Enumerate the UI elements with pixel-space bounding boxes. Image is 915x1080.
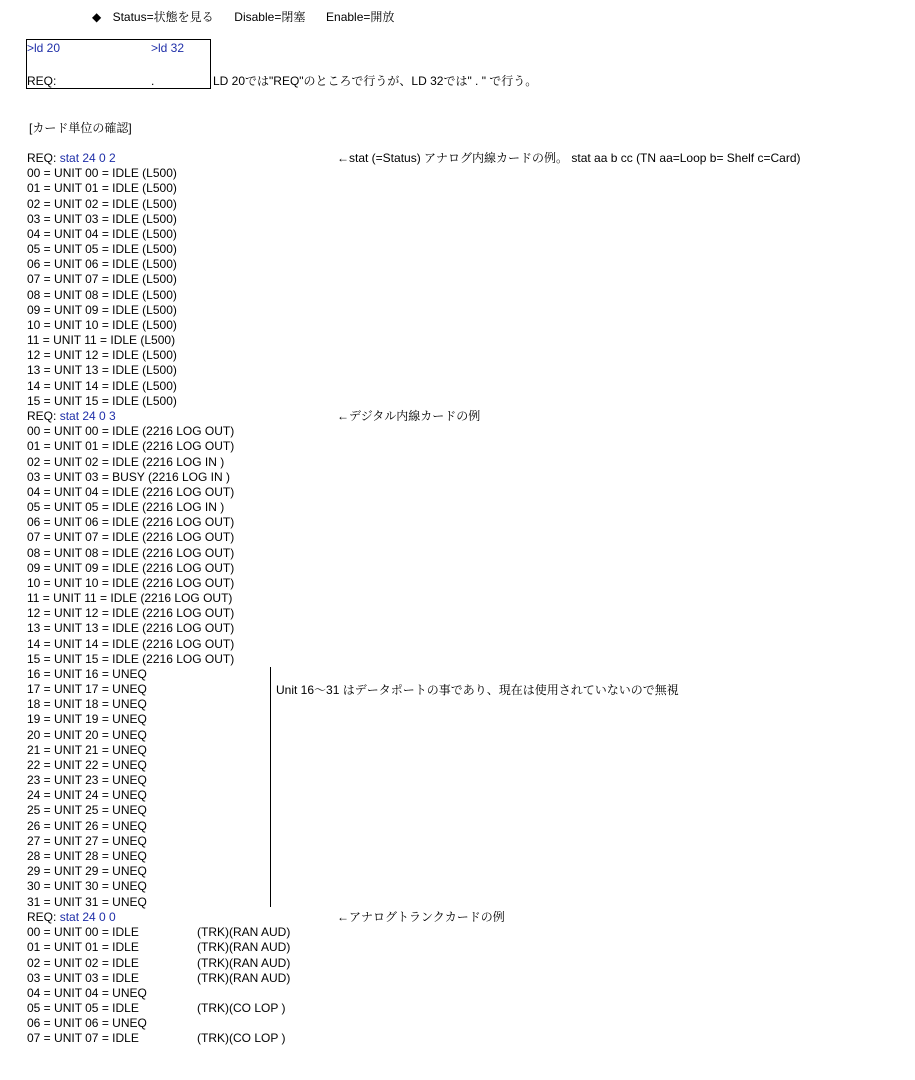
req-label: REQ: [27,409,57,423]
unit-status: 00 = UNIT 00 = IDLE [27,925,139,940]
unit-line: 29 = UNIT 29 = UNEQ [27,864,147,879]
unit-status: 03 = UNIT 03 = IDLE [27,970,139,985]
unit-line: 07 = UNIT 07 = IDLE (L500) [27,272,177,287]
unit-type: (TRK)(RAN AUD) [197,955,291,970]
unit-type: (TRK)(CO LOP ) [197,1001,286,1016]
unit-type: (TRK)(RAN AUD) [197,940,291,955]
unit-status: 06 = UNIT 06 = UNEQ [27,1016,147,1031]
unit-list [27,925,291,1046]
unit-line: 11 = UNIT 11 = IDLE (2216 LOG OUT) [27,591,233,606]
unit-line: 00 = UNIT 00 = IDLE (2216 LOG OUT) [27,424,235,439]
unit-line: 02 = UNIT 02 = IDLE (L500) [27,196,177,211]
unit-line [27,1001,286,1016]
command-text: stat 24 0 0 [59,910,116,924]
unit-type: (TRK)(CO LOP ) [197,1031,286,1046]
legend-enable: Enable=開放 [326,10,395,24]
unit-line: 17 = UNIT 17 = UNEQ [27,682,147,697]
unit-line [27,1031,286,1046]
unit-line [27,970,291,986]
unit-line: 28 = UNIT 28 = UNEQ [27,848,147,863]
unit-line: 02 = UNIT 02 = IDLE (2216 LOG IN ) [27,454,225,469]
unit-line: 31 = UNIT 31 = UNEQ [27,894,147,909]
req-line [27,910,147,925]
unit-line: 00 = UNIT 00 = IDLE (L500) [27,166,177,181]
prompt-box-note: LD 20では"REQ"のところで行うが、LD 32では" . " で行う。 [213,74,538,88]
diamond-icon: ◆ [92,10,102,24]
unit-line: 25 = UNIT 25 = UNEQ [27,803,147,818]
unit-line: 22 = UNIT 22 = UNEQ [27,757,147,772]
unit-line [27,955,291,971]
unit-line: 11 = UNIT 11 = IDLE (L500) [27,333,176,348]
unit-line: 21 = UNIT 21 = UNEQ [27,742,147,757]
unit-type: (TRK)(RAN AUD) [197,925,291,940]
command-text: stat 24 0 2 [59,151,116,165]
unit-line: 06 = UNIT 06 = IDLE (2216 LOG OUT) [27,515,235,530]
unit-status: 02 = UNIT 02 = IDLE [27,955,139,970]
unit-line: 07 = UNIT 07 = IDLE (2216 LOG OUT) [27,530,235,545]
unit-range-note: Unit 16～31 はデータポートの事であり、現在は使用されていないので無視 [276,683,679,697]
command-text: stat 24 0 3 [59,409,116,423]
ld20-prompt: >ld 20 [27,41,61,55]
unit-line: 16 = UNIT 16 = UNEQ [27,666,147,681]
unit-line: 23 = UNIT 23 = UNEQ [27,773,147,788]
unit-line: 12 = UNIT 12 = IDLE (L500) [27,348,177,363]
unit-line: 13 = UNIT 13 = IDLE (L500) [27,363,177,378]
unit-line: 09 = UNIT 09 = IDLE (L500) [27,302,177,317]
unit-line [27,925,291,940]
prompt-box [26,39,211,89]
unit-line: 24 = UNIT 24 = UNEQ [27,788,147,803]
stat-block-analog-trunk [27,910,291,1047]
block-note-digital-line: ←デジタル内線カードの例 [337,409,481,423]
unit-line: 01 = UNIT 01 = IDLE (L500) [27,181,177,196]
section-title: [カード単位の確認] [29,121,132,135]
dot-prompt: . [151,74,155,88]
unit-line: 06 = UNIT 06 = IDLE (L500) [27,257,177,272]
legend [92,10,394,25]
unit-line: 05 = UNIT 05 = IDLE (L500) [27,242,177,257]
unit-line: 04 = UNIT 04 = IDLE (L500) [27,226,177,241]
req-label: REQ: [27,151,57,165]
bracket-line [270,667,271,907]
unit-line: 19 = UNIT 19 = UNEQ [27,712,147,727]
unit-line [27,940,291,955]
legend-disable: Disable=閉塞 [234,10,306,24]
unit-line: 26 = UNIT 26 = UNEQ [27,818,147,833]
block-note-analog-trunk: ←アナログトランクカードの例 [337,910,505,924]
unit-line: 05 = UNIT 05 = IDLE (2216 LOG IN ) [27,500,225,515]
unit-line: 04 = UNIT 04 = IDLE (2216 LOG OUT) [27,484,235,499]
unit-status: 01 = UNIT 01 = IDLE [27,940,139,955]
ld32-prompt: >ld 32 [151,41,185,55]
unit-line: 03 = UNIT 03 = BUSY (2216 LOG IN ) [27,469,230,484]
req-line [27,151,177,166]
stat-block-digital-line [27,409,234,910]
req-label: REQ: [27,910,57,924]
req-prompt: REQ: [27,74,57,88]
unit-line: 01 = UNIT 01 = IDLE (2216 LOG OUT) [27,439,235,454]
unit-line: 12 = UNIT 12 = IDLE (2216 LOG OUT) [27,606,235,621]
unit-line: 08 = UNIT 08 = IDLE (L500) [27,287,177,302]
unit-line: 03 = UNIT 03 = IDLE (L500) [27,211,177,226]
unit-line: 20 = UNIT 20 = UNEQ [27,727,147,742]
unit-list [27,424,234,910]
legend-status: Status=状態を見る [112,10,214,24]
stat-block-analog-line [27,151,177,409]
unit-line: 27 = UNIT 27 = UNEQ [27,833,147,848]
unit-status: 05 = UNIT 05 = IDLE [27,1001,139,1016]
unit-line: 14 = UNIT 14 = IDLE (2216 LOG OUT) [27,636,235,651]
unit-line: 09 = UNIT 09 = IDLE (2216 LOG OUT) [27,560,235,575]
unit-line: 13 = UNIT 13 = IDLE (2216 LOG OUT) [27,621,235,636]
unit-type: (TRK)(RAN AUD) [197,970,291,985]
unit-line: 15 = UNIT 15 = IDLE (2216 LOG OUT) [27,651,235,666]
req-line [27,409,234,424]
unit-line: 18 = UNIT 18 = UNEQ [27,697,147,712]
unit-line: 14 = UNIT 14 = IDLE (L500) [27,378,177,393]
unit-line: 30 = UNIT 30 = UNEQ [27,879,147,894]
unit-line [27,1016,147,1031]
unit-line: 15 = UNIT 15 = IDLE (L500) [27,393,177,408]
unit-status: 04 = UNIT 04 = UNEQ [27,985,147,1000]
unit-line: 10 = UNIT 10 = IDLE (2216 LOG OUT) [27,575,235,590]
block-note-analog-line: ←stat (=Status) アナログ内線カードの例。 stat aa b cc (TN aa=Loop b= Shelf c=Card) [337,151,801,165]
unit-status: 07 = UNIT 07 = IDLE [27,1031,139,1046]
unit-list [27,166,177,409]
unit-line: 10 = UNIT 10 = IDLE (L500) [27,317,177,332]
unit-line [27,986,147,1001]
unit-line: 08 = UNIT 08 = IDLE (2216 LOG OUT) [27,545,235,560]
